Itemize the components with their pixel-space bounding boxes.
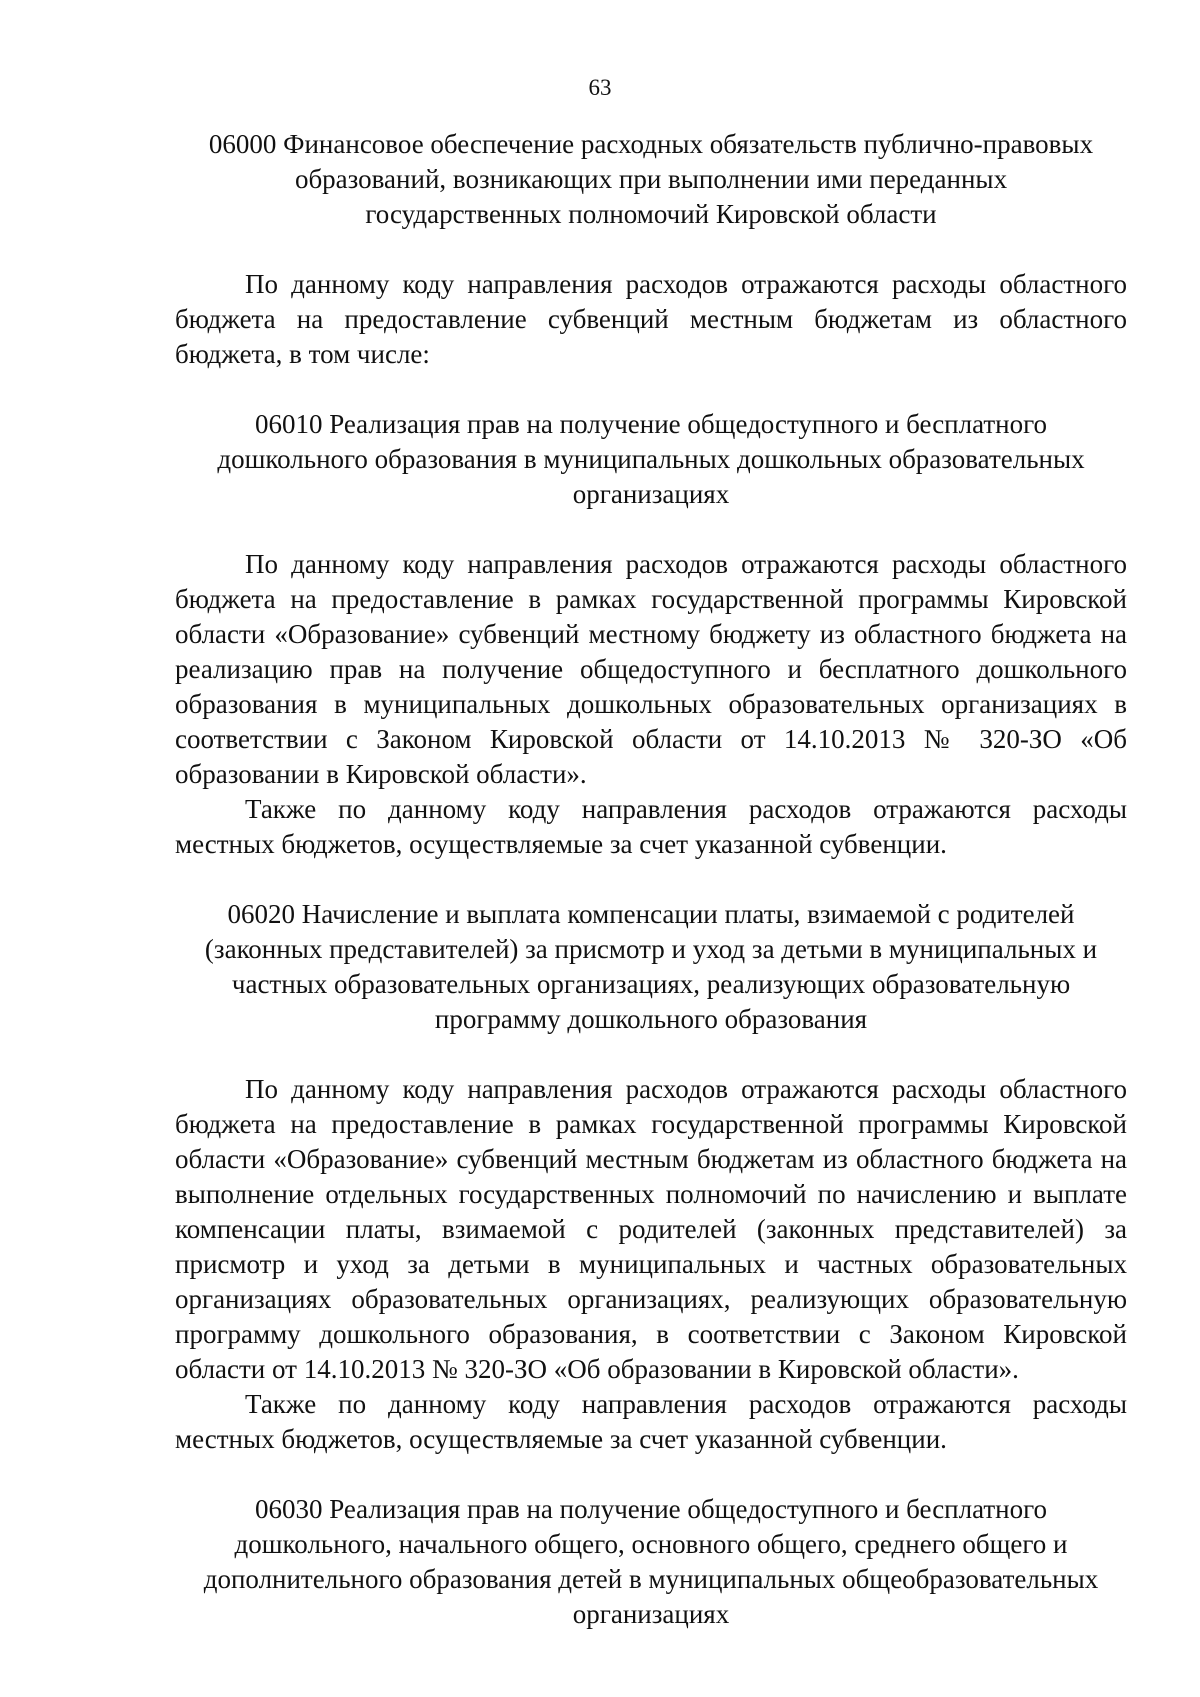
section-heading-06020 bbox=[175, 897, 1127, 1037]
heading-line: государственных полномочий Кировской области bbox=[365, 199, 937, 229]
heading-line: организациях bbox=[572, 1599, 730, 1629]
section-heading-06030 bbox=[175, 1492, 1127, 1632]
document-body bbox=[175, 127, 1127, 1632]
section-paragraph-06000: По данному коду направления расходов отражаются расходы областного бюджета на предоставление субвенций местным бюджетам из областного бюджета, в том числе: bbox=[175, 269, 1127, 369]
heading-line: 06000 Финансовое обеспечение расходных обязательств публично-правовых bbox=[208, 129, 1094, 159]
section-paragraph-06020-2: Также по данному коду направления расходов отражаются расходы местных бюджетов, осуществляемые за счет указанной субвенции. bbox=[175, 1389, 1127, 1454]
heading-line: программу дошкольного образования bbox=[434, 1004, 868, 1034]
page-number: 63 bbox=[588, 75, 612, 100]
heading-line: 06030 Реализация прав на получение общедоступного и бесплатного bbox=[254, 1494, 1048, 1524]
section-paragraph-06010-1: По данному коду направления расходов отражаются расходы областного бюджета на предоставление в рамках государственной программы Кировской области «Образование» субвенций местному бюджету из областного бюджета на реализацию прав на получение общедоступного и бесплатного дошкольного образования в муниципальных дошкольных образовательных организациях в соответствии с Законом Кировской области от 14.10.2013 № 320-ЗО «Об образовании в Кировской области». bbox=[175, 549, 1127, 789]
section-heading-06000 bbox=[175, 127, 1127, 232]
section-paragraph-06020-1: По данному коду направления расходов отражаются расходы областного бюджета на предоставление в рамках государственной программы Кировской области «Образование» субвенций местным бюджетам из областного бюджета на выполнение отдельных государственных полномочий по начислению и выплате компенсации платы, взимаемой с родителей (законных представителей) за присмотр и уход за детьми в муниципальных и частных образовательных организациях образовательных организациях, реализующих образовательную программу дошкольного образования, в соответствии с Законом Кировской области от 14.10.2013 № 320-ЗО «Об образовании в Кировской области». bbox=[175, 1074, 1127, 1384]
heading-line: (законных представителей) за присмотр и уход за детьми в муниципальных и bbox=[204, 934, 1098, 964]
heading-line: 06020 Начисление и выплата компенсации платы, взимаемой с родителей bbox=[227, 899, 1075, 929]
section-paragraph-06010-2: Также по данному коду направления расходов отражаются расходы местных бюджетов, осуществляемые за счет указанной субвенции. bbox=[175, 794, 1127, 859]
heading-line: дошкольного, начального общего, основного общего, среднего общего и bbox=[234, 1529, 1068, 1559]
heading-line: образований, возникающих при выполнении ими переданных bbox=[294, 164, 1008, 194]
heading-line: дополнительного образования детей в муниципальных общеобразовательных bbox=[203, 1564, 1099, 1594]
heading-line: дошкольного образования в муниципальных дошкольных образовательных bbox=[217, 444, 1085, 474]
heading-line: частных образовательных организациях, реализующих образовательную bbox=[231, 969, 1071, 999]
heading-line: 06010 Реализация прав на получение общедоступного и бесплатного bbox=[254, 409, 1048, 439]
section-heading-06010 bbox=[175, 407, 1127, 512]
heading-line: организациях bbox=[572, 479, 730, 509]
